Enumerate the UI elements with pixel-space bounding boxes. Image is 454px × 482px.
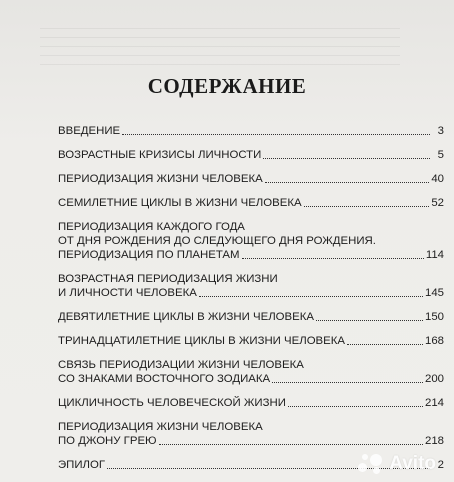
dot-leader <box>265 182 430 183</box>
toc-entry-line: СВЯЗЬ ПЕРИОДИЗАЦИИ ЖИЗНИ ЧЕЛОВЕКА <box>58 359 304 371</box>
toc-page-number: 52 <box>431 197 444 209</box>
dot-leader <box>304 206 430 207</box>
dot-leader <box>242 258 424 259</box>
toc-page-number: 214 <box>424 397 444 409</box>
toc-entry-line: ПЕРИОДИЗАЦИЯ КАЖДОГО ГОДА <box>58 221 245 233</box>
toc-entry-last-line <box>58 248 444 262</box>
toc-entry-last-line <box>58 434 444 448</box>
avito-logo-icon <box>358 452 384 476</box>
toc-entry-line: СЕМИЛЕТНИЕ ЦИКЛЫ В ЖИЗНИ ЧЕЛОВЕКА <box>58 197 302 209</box>
toc-entry-line: ОТ ДНЯ РОЖДЕНИЯ ДО СЛЕДУЮЩЕГО ДНЯ РОЖДЕНИЯ. <box>58 235 376 247</box>
avito-watermark <box>358 452 436 476</box>
dot-leader <box>347 344 423 345</box>
toc-entry-last-line <box>58 396 444 410</box>
toc-entry <box>58 124 444 138</box>
page-title: СОДЕРЖАНИЕ <box>147 74 307 98</box>
dot-leader <box>199 296 423 297</box>
toc-page-number: 2 <box>437 459 444 471</box>
toc-page-number: 3 <box>437 125 444 137</box>
toc-page-number: 40 <box>431 173 444 185</box>
toc-entry-last-line <box>58 148 444 162</box>
toc-entry-line: ДЕВЯТИЛЕТНИЕ ЦИКЛЫ В ЖИЗНИ ЧЕЛОВЕКА <box>58 311 314 323</box>
toc-entry-title <box>58 272 444 286</box>
toc-page-number: 150 <box>424 311 444 323</box>
toc-entry-line: ВВЕДЕНИЕ <box>58 125 121 137</box>
dot-leader <box>272 382 423 383</box>
toc-entry-line: ЦИКЛИЧНОСТЬ ЧЕЛОВЕЧЕСКОЙ ЖИЗНИ <box>58 397 286 409</box>
toc-entry-last-line <box>58 310 444 324</box>
toc-page-number: 218 <box>424 435 444 447</box>
toc-entry <box>58 358 444 386</box>
toc-entry <box>58 310 444 324</box>
toc-entry-line: ПЕРИОДИЗАЦИЯ ЖИЗНИ ЧЕЛОВЕКА <box>58 173 263 185</box>
dot-leader <box>159 444 423 445</box>
toc-entry-title <box>58 358 444 372</box>
toc-entry-line: ПЕРИОДИЗАЦИЯ ЖИЗНИ ЧЕЛОВЕКА <box>58 421 263 433</box>
dot-leader <box>122 134 430 135</box>
toc-entry-line: ПО ДЖОНУ ГРЕЮ <box>58 435 157 447</box>
toc-entry-last-line <box>58 124 444 138</box>
toc-entry-line: ПЕРИОДИЗАЦИЯ ПО ПЛАНЕТАМ <box>58 249 240 261</box>
dot-leader <box>316 320 423 321</box>
watermark-text: Avito <box>389 453 436 474</box>
toc-entry <box>58 220 444 262</box>
toc-entry-line: ВОЗРАСТНЫЕ КРИЗИСЫ ЛИЧНОСТИ <box>58 149 262 161</box>
bleed-through-text <box>40 28 400 72</box>
toc-entry-line: ВОЗРАСТНАЯ ПЕРИОДИЗАЦИЯ ЖИЗНИ <box>58 273 278 285</box>
toc-entry <box>58 172 444 186</box>
toc-entry <box>58 196 444 210</box>
toc-entry <box>58 148 444 162</box>
toc-entry <box>58 420 444 448</box>
toc-entry <box>58 396 444 410</box>
toc-entry-last-line <box>58 172 444 186</box>
dot-leader <box>263 158 430 159</box>
toc-entry-line: СО ЗНАКАМИ ВОСТОЧНОГО ЗОДИАКА <box>58 373 271 385</box>
toc-page-number: 200 <box>424 373 444 385</box>
toc-entry-last-line <box>58 372 444 386</box>
toc-page-number: 168 <box>424 335 444 347</box>
dot-leader <box>288 406 423 407</box>
toc-entry-title <box>58 420 444 434</box>
toc-entry <box>58 272 444 300</box>
toc-page-number: 145 <box>424 287 444 299</box>
toc-entry-last-line <box>58 334 444 348</box>
toc-entry-line: И ЛИЧНОСТИ ЧЕЛОВЕКА <box>58 287 197 299</box>
toc-entry-last-line <box>58 286 444 300</box>
toc-entry-line: ЭПИЛОГ <box>58 459 106 471</box>
toc-page-number: 5 <box>437 149 444 161</box>
toc-entry-title <box>58 220 444 248</box>
toc-entry-line: ТРИНАДЦАТИЛЕТНИЕ ЦИКЛЫ В ЖИЗНИ ЧЕЛОВЕКА <box>58 335 345 347</box>
toc-entry-last-line <box>58 196 444 210</box>
toc-page-number: 114 <box>425 249 444 261</box>
toc-entry <box>58 334 444 348</box>
table-of-contents <box>58 124 444 482</box>
